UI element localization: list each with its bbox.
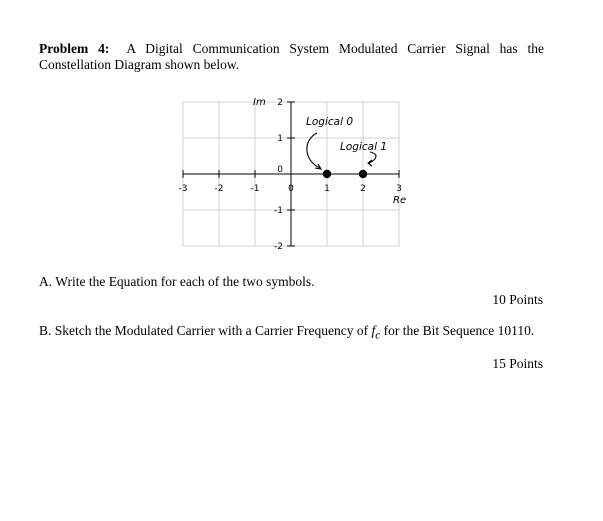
constellation-diagram bbox=[165, 88, 425, 263]
problem-statement bbox=[39, 41, 544, 73]
y-tick-label: 1 bbox=[277, 134, 283, 144]
x-tick-label: 2 bbox=[360, 184, 366, 194]
question-b-text-before: B. Sketch the Modulated Carrier with a Carrier Frequency of bbox=[39, 323, 369, 338]
y-tick-label: -2 bbox=[274, 242, 283, 252]
x-tick-label: -3 bbox=[178, 184, 188, 194]
x-tick-label: -1 bbox=[250, 184, 260, 194]
problem-text: A Digital Communication System Modulated Carrier Signal has the Constellation Diagram shown below. bbox=[39, 41, 544, 72]
y-tick-label: 2 bbox=[277, 98, 283, 108]
x-tick-label: 3 bbox=[396, 184, 402, 194]
logical-0-label: Logical 0 bbox=[306, 116, 353, 128]
x-tick-label: 0 bbox=[288, 184, 294, 194]
re-axis-label: Re bbox=[393, 195, 407, 206]
constellation-point-logical-1 bbox=[359, 170, 367, 178]
x-tick-label: 1 bbox=[324, 184, 330, 194]
logical-1-label: Logical 1 bbox=[340, 141, 387, 153]
constellation-point-logical-0 bbox=[323, 170, 331, 178]
x-tick-label: -2 bbox=[214, 184, 224, 194]
question-a-points: 10 Points bbox=[492, 292, 543, 307]
question-b-points: 15 Points bbox=[492, 356, 543, 371]
question-b bbox=[39, 322, 544, 345]
problem-number: Problem 4: bbox=[39, 41, 110, 56]
y-tick-label: -1 bbox=[274, 206, 283, 216]
carrier-frequency-subscript: c bbox=[375, 329, 381, 342]
im-axis-label: Im bbox=[253, 97, 266, 108]
question-b-text-after: for the Bit Sequence 10110. bbox=[383, 323, 535, 338]
question-a: A. Write the Equation for each of the two symbols. bbox=[39, 274, 315, 289]
y-tick-label: 0 bbox=[277, 165, 283, 175]
carrier-frequency-symbol: f bbox=[371, 323, 376, 338]
